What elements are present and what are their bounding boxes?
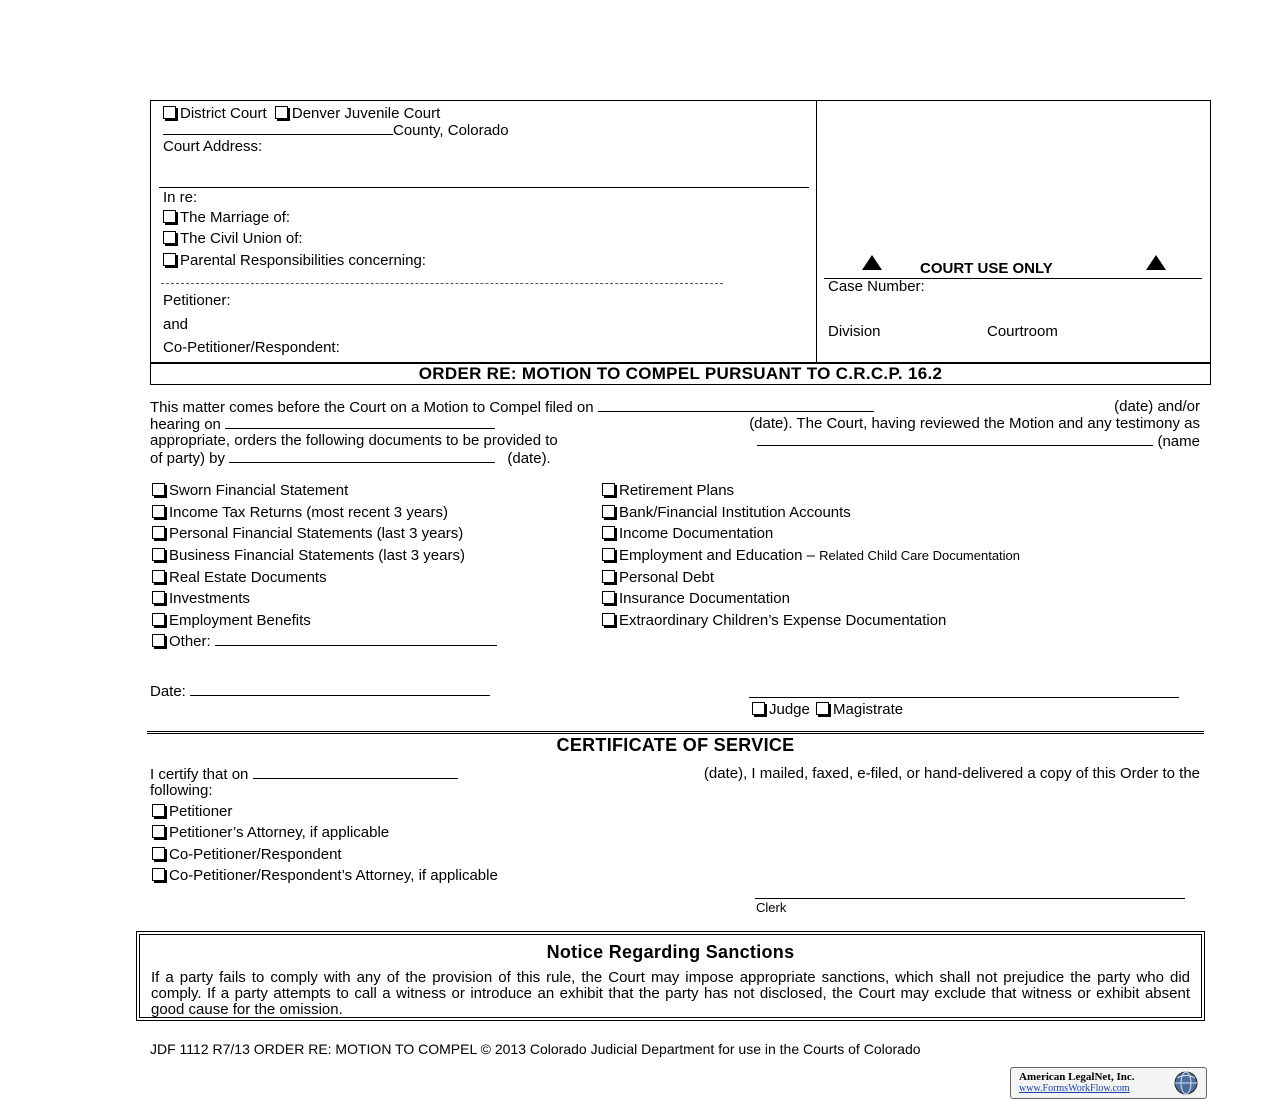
court-address-rule	[159, 187, 809, 188]
section-divider	[147, 731, 1204, 734]
co-petitioner-label: Co-Petitioner/Respondent:	[163, 339, 340, 356]
judge-label: Judge	[769, 701, 810, 718]
deadline-date-blank[interactable]	[229, 450, 495, 463]
doc-label: Extraordinary Children’s Expense Documentation	[619, 612, 947, 629]
para-line-1	[150, 399, 1200, 416]
doc-item	[602, 482, 734, 499]
doc-label: Business Financial Statements (last 3 years)	[169, 547, 465, 564]
civil-union-checkbox[interactable]	[163, 231, 176, 244]
p4-text: of party) by	[150, 450, 226, 467]
and-label: and	[163, 316, 189, 333]
denver-juvenile-court-label: Denver Juvenile Court	[291, 105, 441, 122]
recipient-checkbox[interactable]	[152, 847, 165, 860]
doc-label: Insurance Documentation	[619, 590, 790, 607]
doc-label: Personal Financial Statements (last 3 years)	[169, 525, 464, 542]
p4-date-text: (date).	[507, 450, 551, 467]
order-title-text: ORDER RE: MOTION TO COMPEL PURSUANT TO C.R.C.P. 16.2	[418, 364, 943, 383]
caption-box	[150, 100, 1211, 364]
parental-checkbox[interactable]	[163, 253, 176, 266]
in-re-label: In re:	[163, 189, 198, 206]
doc-item	[152, 569, 327, 586]
motion-filed-date-blank[interactable]	[598, 399, 874, 412]
para-line-4	[150, 450, 1200, 467]
doc-checkbox[interactable]	[602, 570, 615, 583]
doc-checkbox[interactable]	[152, 526, 165, 539]
doc-label: Employment and Education –	[619, 547, 815, 564]
county-row	[163, 122, 509, 139]
doc-label: Bank/Financial Institution Accounts	[619, 504, 851, 521]
doc-label: Other:	[169, 633, 211, 650]
service-date-blank[interactable]	[253, 766, 458, 779]
doc-item	[152, 525, 463, 542]
county-blank[interactable]	[163, 122, 393, 135]
court-use-only: COURT USE ONLY	[920, 260, 1053, 277]
cert-text-continued: (date), I mailed, faxed, e-filed, or hand-delivered a copy of this Order to the	[703, 765, 1200, 782]
in-re-civil-union	[163, 230, 303, 247]
notice-text: If a party fails to comply with any of the provision of this rule, the Court may impose appropriate sanctions, which shall not prejudice the party who did comply. If a party attempts to call a witness or introduce an exhibit that the party has not disclosed, the Court may exclude that witness or exhibit absent good cause for the omission.	[151, 969, 1190, 1018]
recipient-item	[152, 803, 232, 820]
recipient-checkbox[interactable]	[152, 804, 165, 817]
recipient-item	[152, 824, 389, 841]
p3-name-text: (name	[1157, 433, 1200, 450]
order-date-row	[150, 683, 490, 700]
p3-text: appropriate, orders the following documents to be provided to	[150, 432, 558, 449]
parties-blank[interactable]	[161, 283, 723, 284]
doc-item	[602, 590, 790, 607]
judge-signature-line[interactable]	[749, 697, 1179, 698]
doc-item	[152, 612, 311, 629]
doc-checkbox[interactable]	[602, 483, 615, 496]
up-arrow-icon	[862, 255, 882, 270]
doc-checkbox[interactable]	[152, 634, 165, 647]
recipient-item	[152, 846, 342, 863]
p1-date-text: (date) and/or	[1114, 398, 1200, 415]
doc-item	[152, 590, 250, 607]
date-label: Date:	[150, 683, 186, 700]
employment-note: Related Child Care Documentation	[819, 548, 1021, 563]
parental-label: Parental Responsibilities concerning:	[180, 252, 426, 269]
doc-label: Investments	[169, 590, 250, 607]
in-re-marriage	[163, 209, 290, 226]
court-type-row	[163, 105, 440, 122]
party-name-blank[interactable]	[757, 433, 1153, 446]
documents-right-column	[602, 482, 1202, 642]
globe-icon	[1171, 1070, 1201, 1096]
doc-checkbox[interactable]	[602, 613, 615, 626]
doc-item	[602, 612, 946, 629]
county-label: County, Colorado	[393, 122, 509, 139]
order-paragraph	[150, 399, 1200, 467]
doc-item	[602, 504, 851, 521]
doc-checkbox[interactable]	[152, 613, 165, 626]
doc-checkbox[interactable]	[152, 548, 165, 561]
magistrate-checkbox[interactable]	[816, 702, 829, 715]
doc-label: Sworn Financial Statement	[169, 482, 349, 499]
doc-checkbox[interactable]	[152, 570, 165, 583]
recipient-label: Petitioner	[169, 803, 233, 820]
doc-checkbox[interactable]	[602, 548, 615, 561]
civil-union-label: The Civil Union of:	[180, 230, 303, 247]
doc-checkbox[interactable]	[602, 526, 615, 539]
service-recipients	[152, 803, 672, 893]
order-date-blank[interactable]	[190, 683, 490, 696]
denver-juvenile-court-checkbox[interactable]	[275, 106, 288, 119]
hearing-date-blank[interactable]	[225, 416, 495, 429]
division-label: Division	[828, 323, 881, 340]
doc-checkbox[interactable]	[602, 505, 615, 518]
district-court-checkbox[interactable]	[163, 106, 176, 119]
recipient-label: Co-Petitioner/Respondent’s Attorney, if applicable	[169, 867, 498, 884]
doc-item	[602, 569, 714, 586]
recipient-checkbox[interactable]	[152, 868, 165, 881]
doc-checkbox[interactable]	[152, 483, 165, 496]
p1-text: This matter comes before the Court on a Motion to Compel filed on	[150, 399, 594, 416]
doc-label: Income Tax Returns (most recent 3 years)	[169, 504, 448, 521]
doc-item	[152, 504, 448, 521]
marriage-checkbox[interactable]	[163, 210, 176, 223]
doc-label: Personal Debt	[619, 569, 715, 586]
cert-following: following:	[150, 782, 213, 799]
magistrate-label: Magistrate	[833, 701, 904, 718]
courtroom-label: Courtroom	[987, 323, 1058, 340]
certificate-title: CERTIFICATE OF SERVICE	[556, 735, 795, 755]
doc-label: Income Documentation	[619, 525, 774, 542]
notice-box	[136, 931, 1205, 1021]
clerk-signature-line[interactable]	[755, 898, 1185, 899]
recipient-item	[152, 867, 498, 884]
doc-label: Real Estate Documents	[169, 569, 327, 586]
para-line-2	[150, 416, 1200, 433]
petitioner-label: Petitioner:	[163, 292, 231, 309]
doc-item	[602, 525, 773, 542]
doc-checkbox[interactable]	[152, 505, 165, 518]
doc-label: Retirement Plans	[619, 482, 735, 499]
doc-item-other	[152, 633, 497, 650]
clerk-label: Clerk	[756, 900, 787, 915]
cert-text: I certify that on	[150, 766, 249, 783]
recipient-label: Petitioner’s Attorney, if applicable	[169, 824, 390, 841]
p2-continue-text: (date). The Court, having reviewed the Motion and any testimony as	[749, 415, 1200, 432]
notice-title: Notice Regarding Sanctions	[546, 942, 795, 962]
doc-label: Employment Benefits	[169, 612, 311, 629]
caption-divider	[816, 101, 817, 363]
p2-text: hearing on	[150, 416, 221, 433]
judge-checkbox[interactable]	[752, 702, 765, 715]
para-line-3	[150, 433, 1200, 450]
doc-item	[602, 547, 1020, 564]
other-document-blank[interactable]	[215, 633, 497, 646]
recipient-label: Co-Petitioner/Respondent	[169, 846, 342, 863]
doc-item	[152, 482, 348, 499]
up-arrow-icon	[1146, 255, 1166, 270]
logo-company: American LegalNet, Inc.	[1019, 1071, 1135, 1083]
doc-item	[152, 547, 465, 564]
court-address-label: Court Address:	[163, 138, 263, 155]
doc-checkbox[interactable]	[152, 591, 165, 604]
case-number-label: Case Number:	[828, 278, 925, 295]
documents-left-column	[152, 482, 592, 657]
judge-magistrate-row	[752, 701, 903, 718]
order-title	[150, 362, 1211, 385]
marriage-label: The Marriage of:	[180, 209, 291, 226]
recipient-checkbox[interactable]	[152, 825, 165, 838]
footer-text: JDF 1112 R7/13 ORDER RE: MOTION TO COMPEL © 2013 Colorado Judicial Department for use in the Courts of Colorado	[150, 1041, 921, 1057]
doc-checkbox[interactable]	[602, 591, 615, 604]
certificate-text	[150, 766, 1200, 799]
in-re-parental	[163, 252, 426, 269]
district-court-label: District Court	[180, 105, 267, 122]
american-legalnet-logo[interactable]	[1010, 1067, 1207, 1099]
logo-url[interactable]: www.FormsWorkFlow.com	[1019, 1083, 1130, 1094]
